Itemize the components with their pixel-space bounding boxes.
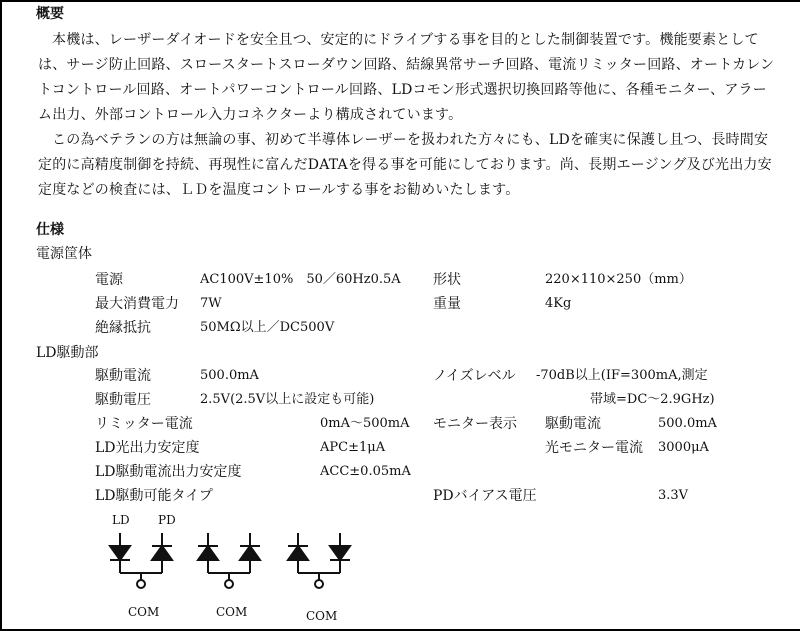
common-type-1 — [110, 533, 172, 588]
power-label: 電源 — [95, 272, 123, 288]
limiter-value: 0mA～500mA — [320, 416, 410, 431]
pd-bias-value: 3.3V — [658, 488, 689, 503]
drive-voltage-value: 2.5V(2.5V以上に設定も可能) — [200, 392, 375, 407]
noise-label: ノイズレベル — [433, 368, 516, 384]
weight-value: 4Kg — [545, 296, 572, 311]
ld-current-stability-label: LD駆動電流出力安定度 — [95, 464, 242, 480]
com-label-2: COM — [216, 605, 248, 619]
ld-output-value: APC±1μA — [320, 440, 386, 455]
drive-current-value: 500.0mA — [200, 368, 259, 383]
com-label-1: COM — [128, 605, 160, 619]
ld-section-title: LD駆動部 — [36, 345, 99, 361]
overview-paragraph-2: この為ベテランの方は無論の事、初めて半導体レーザーを扱われた方々にも、LDを確実に保護し且つ、長時間安定的に高精度制御を持続、再現性に富んだDATAを得る事を可能にしております。尚、長期エージング及び光出力安定度などの検査には、ＬＤを温度コントロールする事をお勧めいたします。 — [38, 132, 772, 198]
ld-diode-symbol — [110, 546, 130, 560]
power-section-title: 電源筐体 — [36, 246, 92, 262]
consumption-value: 7W — [200, 296, 222, 311]
monitor-drive-label: 駆動電流 — [545, 416, 601, 432]
pd-diode-symbol — [330, 546, 350, 560]
ld-diagram-label: LD — [112, 513, 130, 527]
ld-current-stability-value: ACC±0.05mA — [320, 464, 411, 479]
drive-current-label: 駆動電流 — [95, 368, 151, 384]
com-label-3: COM — [306, 609, 338, 623]
overview-heading: 概要 — [36, 6, 64, 22]
pd-diode-symbol — [152, 546, 172, 560]
common-type-3 — [288, 533, 350, 588]
ld-output-label: LD光出力安定度 — [95, 440, 200, 456]
shape-label: 形状 — [433, 272, 461, 288]
monitor-drive-value: 500.0mA — [658, 416, 717, 431]
noise-value-line2: 帯域=DC～2.9GHz) — [590, 392, 715, 407]
drive-voltage-label: 駆動電圧 — [95, 392, 151, 408]
overview-paragraph-1: 本機は、レーザーダイオードを安全且つ、安定的にドライブする事を目的とした制御装置です。機能要素としては、サージ防止回路、スロースタートスローダウン回路、結線異常サーチ回路、電流リミッター回路、オートカレントコントロール回路、オートパワーコントロール回路、LDコモン形式選択切換回路等他に、各種モニター、アラーム出力、外部コントロール入力コネクターより構成されています。 — [38, 32, 775, 123]
pd-diode-symbol — [240, 546, 260, 560]
shape-value: 220×110×250（mm） — [545, 272, 692, 287]
ld-diode-symbol — [288, 546, 308, 560]
pd-diagram-label: PD — [158, 513, 176, 527]
insulation-value: 50MΩ以上／DC500V — [200, 320, 335, 335]
weight-label: 重量 — [433, 296, 461, 312]
limiter-label: リミッター電流 — [95, 416, 193, 432]
monitor-label: モニター表示 — [433, 416, 517, 432]
spec-heading: 仕様 — [36, 222, 64, 238]
photo-monitor-value: 3000μA — [658, 440, 709, 455]
power-value: AC100V±10% 50／60Hz0.5A — [200, 272, 401, 287]
noise-value-line1: -70dB以上(IF=300mA,測定 — [536, 368, 708, 383]
photo-monitor-label: 光モニター電流 — [545, 440, 643, 456]
common-type-2 — [198, 533, 260, 588]
ld-type-label: LD駆動可能タイプ — [95, 488, 213, 504]
pd-bias-label: PDバイアス電圧 — [433, 488, 537, 504]
consumption-label: 最大消費電力 — [95, 296, 179, 312]
insulation-label: 絶縁抵抗 — [95, 320, 151, 336]
ld-diode-symbol — [198, 546, 218, 560]
